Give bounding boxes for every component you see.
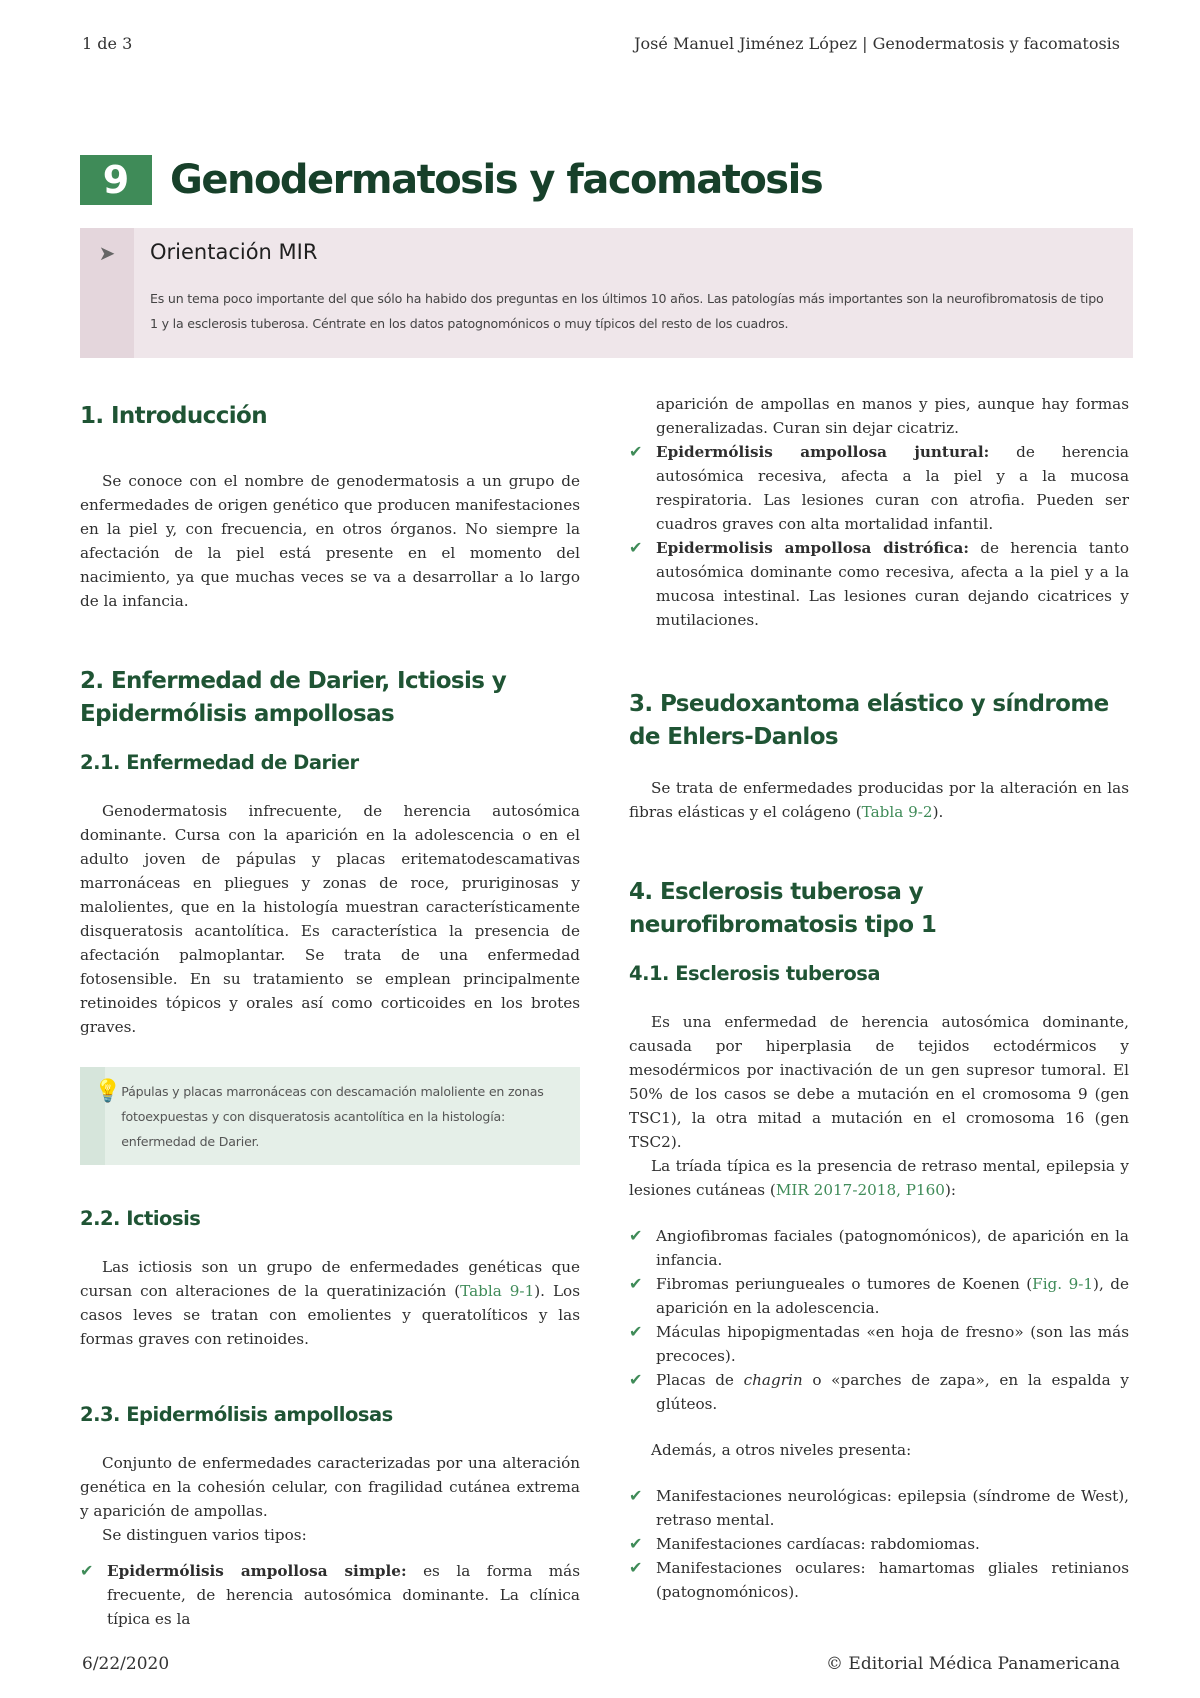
list-item: ✔ Manifestaciones oculares: hamartomas gliales retinianos (patognomónicos).: [629, 1558, 1129, 1601]
others-intro: Además, a otros niveles presenta:: [651, 1441, 912, 1459]
epidermolisis-types-list: [80, 1559, 580, 1631]
note-text: Pápulas y placas marronáceas con descamación maloliente en zonas fotoexpuestas y con disqueratosis acantolítica en la histología: enfermedad de Darier.: [121, 1084, 544, 1149]
check-icon: ✔: [629, 1226, 643, 1245]
check-icon: ✔: [629, 538, 643, 557]
subsection-title-darier: 2.1. Enfermedad de Darier: [80, 751, 359, 774]
list-item: ✔ Angiofibromas faciales (patognomónicos), de aparición en la infancia.: [629, 1226, 1129, 1269]
publisher: © Editorial Médica Panamericana: [826, 1654, 1120, 1674]
list-item: ✔ Fibromas periungueales o tumores de Koenen (Fig. 9-1), de aparición en la adolescencia.: [629, 1274, 1129, 1317]
subsection-title-epidermolisis: 2.3. Epidermólisis ampollosas: [80, 1403, 393, 1426]
clinical-note-box: [80, 1067, 580, 1165]
darier-paragraph: Genodermatosis infrecuente, de herencia autosómica dominante. Cursa con la aparición en la adolescencia o en el adulto joven de pápulas y placas eritematodescamativas marronáceas en pliegues y zonas de roce, pruriginosas y malolientes, que en la histología muestran característicamente disqueratosis acantolítica. Es característica la presencia de afectación palmoplantar. Se trata de una enfermedad fotosensible. En su tratamiento se emplean principalmente retinoides tópicos y orales así como corticoides en los brotes graves.: [80, 802, 580, 1036]
list-item: ✔ Epidermólisis ampollosa simple: es la forma más frecuente, de herencia autosómica dominante. La clínica típica es la: [80, 1561, 580, 1628]
list-item: ✔ Epidermolisis ampollosa distrófica: de herencia tanto autosómica dominante como recesiva, afecta a la piel y a la mucosa intestinal. Las lesiones curan dejando cicatrices y mutilaciones.: [629, 538, 1129, 629]
section-title-darier-ictiosis: 2. Enfermedad de Darier, Ictiosis y Epidermólisis ampollosas: [80, 668, 507, 727]
check-icon: ✔: [629, 1370, 643, 1389]
left-column: [80, 400, 580, 1631]
table-9-1-link[interactable]: Tabla 9-1: [460, 1282, 535, 1300]
figure-9-1-link[interactable]: Fig. 9-1: [1032, 1275, 1094, 1293]
print-date: 6/22/2020: [82, 1654, 170, 1674]
list-item: ✔ Máculas hipopigmentadas «en hoja de fresno» (son las más precoces).: [629, 1322, 1129, 1365]
chapter-title: Genodermatosis y facomatosis: [170, 157, 823, 203]
check-icon: ✔: [629, 1486, 643, 1505]
esclerosis-paragraph: Es una enfermedad de herencia autosómica dominante, causada por hiperplasia de tejidos ectodérmicos y mesodérmicos por inactivación de un gen supresor tumoral. El 50% de los casos se debe a mutación en el cromosoma 9 (gen TSC1), la otra mitad a mutación en el cromosoma 16 (gen TSC2).: [629, 1013, 1129, 1151]
check-icon: ✔: [629, 1558, 643, 1577]
chapter-heading: [80, 155, 1120, 205]
mir-reference-link[interactable]: MIR 2017-2018, P160: [775, 1181, 945, 1199]
check-icon: ✔: [80, 1561, 94, 1580]
continued-text: aparición de ampollas en manos y pies, aunque hay formas generalizadas. Curan sin dejar cicatriz.: [656, 395, 1129, 437]
lightbulb-icon: 💡: [94, 1079, 122, 1104]
epidermolisis-types-list-cont: [629, 440, 1129, 632]
table-9-2-link[interactable]: Tabla 9-2: [861, 803, 933, 821]
types-intro: Se distinguen varios tipos:: [102, 1526, 307, 1544]
running-title: José Manuel Jiménez López | Genodermatosis y facomatosis: [634, 34, 1120, 53]
section-title-pseudoxantoma: 3. Pseudoxantoma elástico y síndrome de Ehlers-Danlos: [629, 691, 1109, 750]
orientation-title: Orientación MIR: [150, 240, 318, 264]
check-icon: ✔: [629, 1274, 643, 1293]
page-counter: 1 de 3: [82, 34, 133, 53]
orientation-box: [80, 228, 1133, 358]
note-sidebar: [80, 1067, 122, 1165]
subsection-title-ictiosis: 2.2. Ictiosis: [80, 1207, 201, 1230]
orientation-sidebar: [80, 228, 134, 358]
list-item: ✔ Placas de chagrin o «parches de zapa», en la espalda y glúteos.: [629, 1370, 1130, 1413]
list-item: ✔ Epidermólisis ampollosa juntural: de herencia autosómica recesiva, afecta a la piel y a la mucosa respiratoria. Las lesiones curan con atrofia. Pueden ser cuadros graves con alta mortalidad infantil.: [629, 442, 1129, 533]
list-item: ✔ Manifestaciones neurológicas: epilepsia (síndrome de West), retraso mental.: [629, 1486, 1129, 1529]
page-footer: [82, 1654, 1120, 1674]
check-icon: ✔: [629, 1534, 643, 1553]
intro-paragraph: Se conoce con el nombre de genodermatosis a un grupo de enfermedades de origen genético que producen manifestaciones en la piel y, con frecuencia, en otros órganos. No siempre la afectación de la piel está presente en el momento del nacimiento, ya que muchas veces se va a desarrollar a lo largo de la infancia.: [80, 472, 580, 610]
check-icon: ✔: [629, 442, 643, 461]
cutaneous-lesions-list: [629, 1224, 1129, 1416]
chapter-number: 9: [80, 155, 152, 205]
page-header: [82, 34, 1120, 53]
epidermolisis-paragraph: Conjunto de enfermedades caracterizadas por una alteración genética en la cohesión celular, con fragilidad cutánea extrema y aparición de ampollas.: [80, 1454, 580, 1520]
list-item: ✔ Manifestaciones cardíacas: rabdomiomas.: [629, 1532, 1129, 1556]
check-icon: ✔: [629, 1322, 643, 1341]
triada-paragraph: La tríada típica es la presencia de retraso mental, epilepsia y lesiones cutáneas (MIR 2017-2018, P160):: [629, 1157, 1129, 1199]
navigation-arrow-icon: ➤: [98, 241, 116, 265]
subsection-title-esclerosis-tuberosa: 4.1. Esclerosis tuberosa: [629, 962, 881, 985]
other-manifestations-list: [629, 1484, 1129, 1604]
ictiosis-paragraph: Las ictiosis son un grupo de enfermedades genéticas que cursan con alteraciones de la queratinización (Tabla 9-1). Los casos leves se tratan con emolientes y queratolíticos y las formas graves con retinoides.: [80, 1258, 580, 1348]
right-column: [629, 392, 1129, 1604]
section-title-introduccion: 1. Introducción: [80, 403, 267, 429]
pseudoxantoma-paragraph: Se trata de enfermedades producidas por la alteración en las fibras elásticas y el colágeno (Tabla 9-2).: [629, 779, 1129, 821]
orientation-text: Es un tema poco importante del que sólo ha habido dos preguntas en los últimos 10 años. Las patologías más importantes son la neurofibromatosis de tipo 1 y la esclerosis tuberosa. Céntrate en los datos patognomónicos o muy típicos del resto de los cuadros.: [150, 291, 1104, 331]
section-title-esclerosis-nf1: 4. Esclerosis tuberosa y neurofibromatosis tipo 1: [629, 879, 937, 938]
